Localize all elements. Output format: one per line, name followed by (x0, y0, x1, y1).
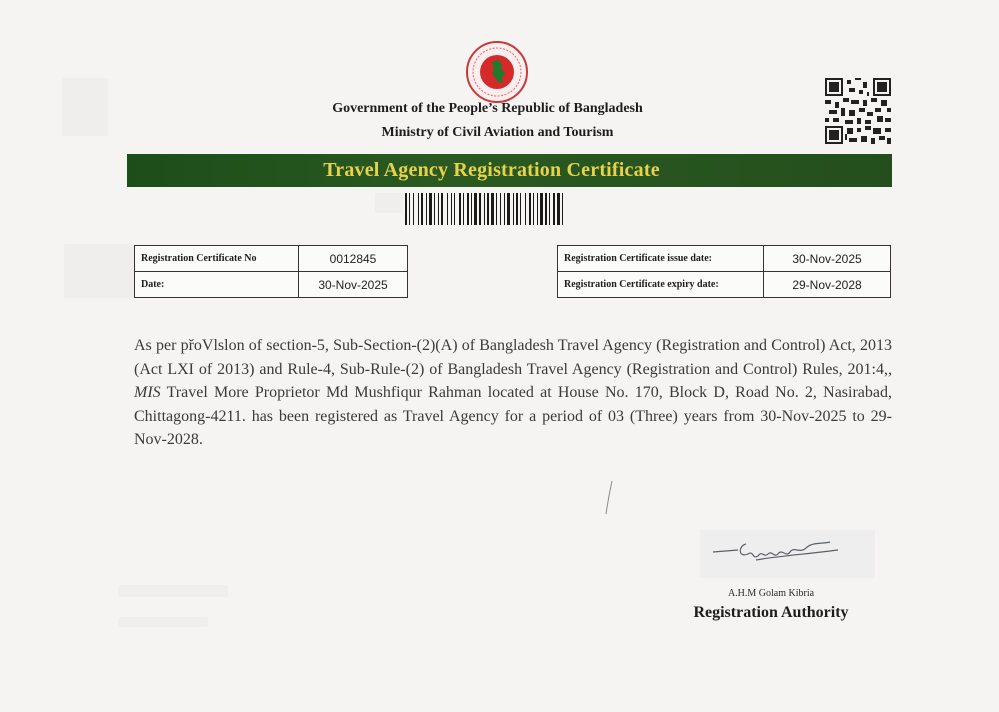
date-value: 30-Nov-2025 (299, 272, 408, 298)
issue-date-label: Registration Certificate issue date: (558, 246, 764, 272)
qr-code-icon (825, 78, 891, 144)
certificate-body-text (134, 334, 892, 452)
paper-bleed-mark (118, 617, 208, 627)
pen-mark-icon (604, 480, 614, 516)
body-text-part-1: As per přoVlslon of section-5, Sub-Section-(2)(A) of Bangladesh Travel Agency (Registration and Control) Act, 2013 (Act LXI of 2013) and Rule-4, Sub-Rule-(2) of Bangladesh Travel Agency (Registration and Control) Rules, 201:4,, (134, 337, 892, 378)
table-row (135, 246, 408, 272)
registration-info-table (134, 245, 408, 298)
government-emblem-icon (465, 40, 529, 104)
paper-bleed-mark (118, 585, 228, 597)
table-row (558, 272, 891, 298)
paper-bleed-mark (375, 193, 403, 213)
ministry-name: Ministry of Civil Aviation and Tourism (381, 125, 614, 140)
table-row (558, 246, 891, 272)
expiry-date-value: 29-Nov-2028 (764, 272, 891, 298)
certificate-dates-table (557, 245, 891, 298)
issue-date-value: 30-Nov-2025 (764, 246, 891, 272)
registration-authority-title: Registration Authority (693, 604, 849, 621)
body-text-part-2: Travel More Proprietor Md Mushfiqur Rahman located at House No. 170, Block D, Road No. 2, Nasirabad, Chittagong-4211. has been registered as Travel Agency for a period of 03 (Three) years from 30-Nov-2025 to 29-Nov-2028. (134, 384, 892, 448)
certificate-title: Travel Agency Registration Certificate (323, 159, 660, 181)
date-label: Date: (135, 272, 299, 298)
paper-bleed-mark (64, 244, 134, 298)
signer-name: A.H.M Golam Kibria (727, 588, 815, 599)
signature-icon (708, 532, 858, 572)
registration-number-label: Registration Certificate No (135, 246, 299, 272)
certificate-title-banner (127, 154, 892, 187)
government-name: Government of the People’s Republic of Bangladesh (332, 101, 643, 116)
table-row (135, 272, 408, 298)
expiry-date-label: Registration Certificate expiry date: (558, 272, 764, 298)
registration-number-value: 0012845 (299, 246, 408, 272)
agency-prefix: MIS (134, 384, 161, 401)
barcode-icon (405, 193, 608, 225)
